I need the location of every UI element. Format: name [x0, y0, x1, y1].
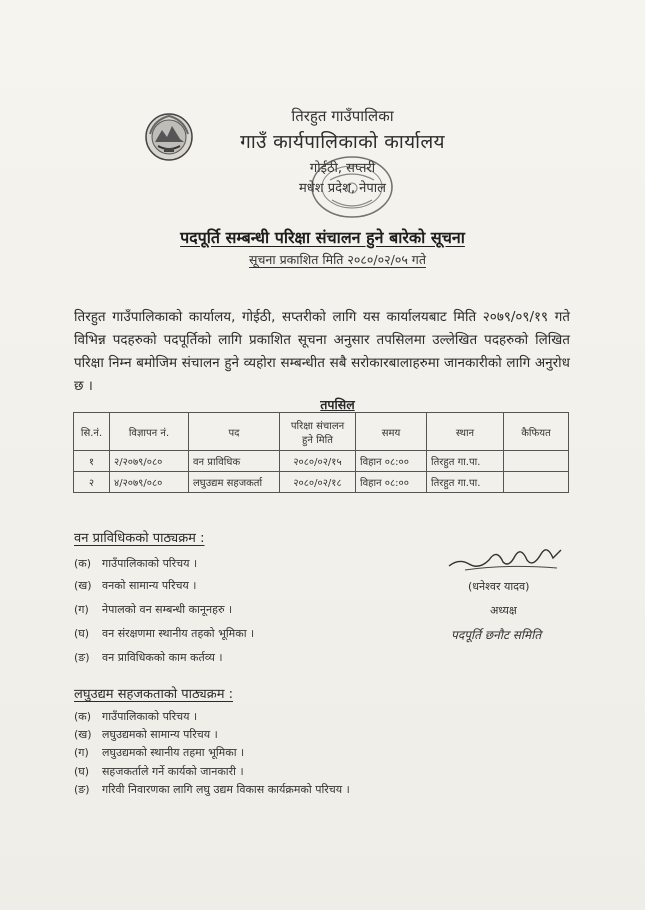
- table-caption: तपसिल: [320, 397, 355, 412]
- list-text: लघुउद्यमको स्थानीय तहमा भूमिका ।: [102, 746, 245, 759]
- list-item: [74, 745, 244, 760]
- cell-time: विहान ०८:००: [356, 472, 427, 493]
- col-header-remarks: कैफियत: [504, 413, 569, 451]
- office-address: गोईठी, सप्तरी: [309, 161, 376, 176]
- list-marker: (क): [74, 557, 92, 570]
- list-text: वन संरक्षणमा स्थानीय तहको भूमिका ।: [102, 627, 255, 640]
- list-item: [74, 602, 232, 617]
- cell-venue: तिरहुत गा.पा.: [427, 472, 504, 493]
- list-marker: (ङ): [74, 783, 90, 796]
- publish-date: सूचना प्रकाशित मिति २०८०/०२/०५ गते: [249, 252, 426, 267]
- list-marker: (ग): [74, 746, 89, 759]
- col-header-time: समय: [356, 413, 427, 451]
- list-item: [74, 650, 223, 665]
- list-item: [74, 782, 350, 797]
- list-item: [74, 626, 254, 641]
- list-item: [74, 727, 218, 742]
- list-text: गरिवी निवारणका लागि लघु उद्यम विकास कार्यक्रमको परिचय ।: [102, 783, 350, 796]
- cell-sn: २: [74, 472, 110, 493]
- exam-schedule-table: [73, 412, 569, 493]
- col-header-sn: सि.नं.: [74, 413, 110, 451]
- cell-post: वन प्राविधिक: [189, 451, 280, 472]
- list-marker: (ख): [74, 579, 92, 592]
- cell-post: लघुउद्यम सहजकर्ता: [189, 472, 280, 493]
- list-text: वनको सामान्य परिचय ।: [102, 579, 197, 592]
- table-row: [74, 451, 569, 472]
- notice-body: तिरहुत गाउँपालिकाको कार्यालय, गोईठी, सप्तरीको लागि यस कार्यालयबाट मिति २०७९/०९/१९ गते विभिन्न पदहरुको पदपूर्तिको लागि प्रकाशित सूचना अनुसार तपसिलमा उल्लेखित पदहरुको लिखित परिक्षा निम्न बमोजिम संचालन हुने व्यहोरा सम्बन्धीत सबै सरोकारबालाहरुमा जानकारीको लागि अनुरोध छ ।: [74, 309, 570, 394]
- list-marker: (क): [74, 710, 92, 723]
- list-text: गाउँपालिकाको परिचय ।: [102, 557, 198, 570]
- list-marker: (ख): [74, 728, 92, 741]
- list-marker: (घ): [74, 627, 90, 640]
- office-name: गाउँ कार्यपालिकाको कार्यालय: [240, 131, 445, 153]
- micro-enterprise-syllabus-title: लघुउद्यम सहजकताको पाठ्यक्रम :: [74, 687, 233, 702]
- list-marker: (ङ): [74, 651, 90, 664]
- committee-name: पदपूर्ति छनौट समिति: [451, 628, 542, 642]
- col-header-post: पद: [189, 413, 280, 451]
- office-stamp: [300, 150, 400, 225]
- cell-venue: तिरहुत गा.पा.: [427, 451, 504, 472]
- list-text: सहजकर्ताले गर्ने कार्यको जानकारी ।: [102, 765, 244, 778]
- list-item: [74, 578, 196, 593]
- col-header-exam-date: परिक्षा संचालन हुने मिति: [280, 413, 356, 451]
- notice-title: पदपूर्ति सम्बन्धी परिक्षा संचालन हुने बारेको सूचना: [180, 228, 465, 247]
- list-text: गाउँपालिकाको परिचय ।: [102, 710, 198, 723]
- cell-exam-date: २०८०/०२/१८: [280, 472, 356, 493]
- cell-advertisement: २/२०७९/०८०: [110, 451, 189, 472]
- signatory-role: अध्यक्ष: [490, 604, 517, 617]
- list-text: नेपालको वन सम्बन्धी कानूनहरु ।: [102, 603, 233, 616]
- list-marker: (ग): [74, 603, 89, 616]
- list-item: [74, 556, 197, 571]
- table-row: [74, 472, 569, 493]
- office-province: मधेश प्रदेश, नेपाल: [299, 181, 386, 196]
- municipality-name: तिरहुत गाउँपालिका: [291, 107, 394, 125]
- list-marker: (घ): [74, 765, 90, 778]
- forest-technician-syllabus-title: वन प्राविधिकको पाठ्यक्रम :: [74, 531, 205, 546]
- cell-sn: १: [74, 451, 110, 472]
- cell-exam-date: २०८०/०२/१५: [280, 451, 356, 472]
- signature: [445, 538, 565, 576]
- col-header-venue: स्थान: [427, 413, 504, 451]
- list-item: [74, 764, 244, 779]
- col-header-advertisement: विज्ञापन नं.: [110, 413, 189, 451]
- list-text: लघुउद्यमको सामान्य परिचय ।: [102, 728, 218, 741]
- cell-remarks: [504, 472, 569, 493]
- cell-remarks: [504, 451, 569, 472]
- cell-advertisement: ४/२०७९/०८०: [110, 472, 189, 493]
- signatory-name: (धनेश्वर यादव): [468, 580, 530, 593]
- cell-time: विहान ०८:००: [356, 451, 427, 472]
- list-item: [74, 709, 197, 724]
- table-header-row: [74, 413, 569, 451]
- list-text: वन प्राविधिकको काम कर्तव्य ।: [102, 651, 223, 664]
